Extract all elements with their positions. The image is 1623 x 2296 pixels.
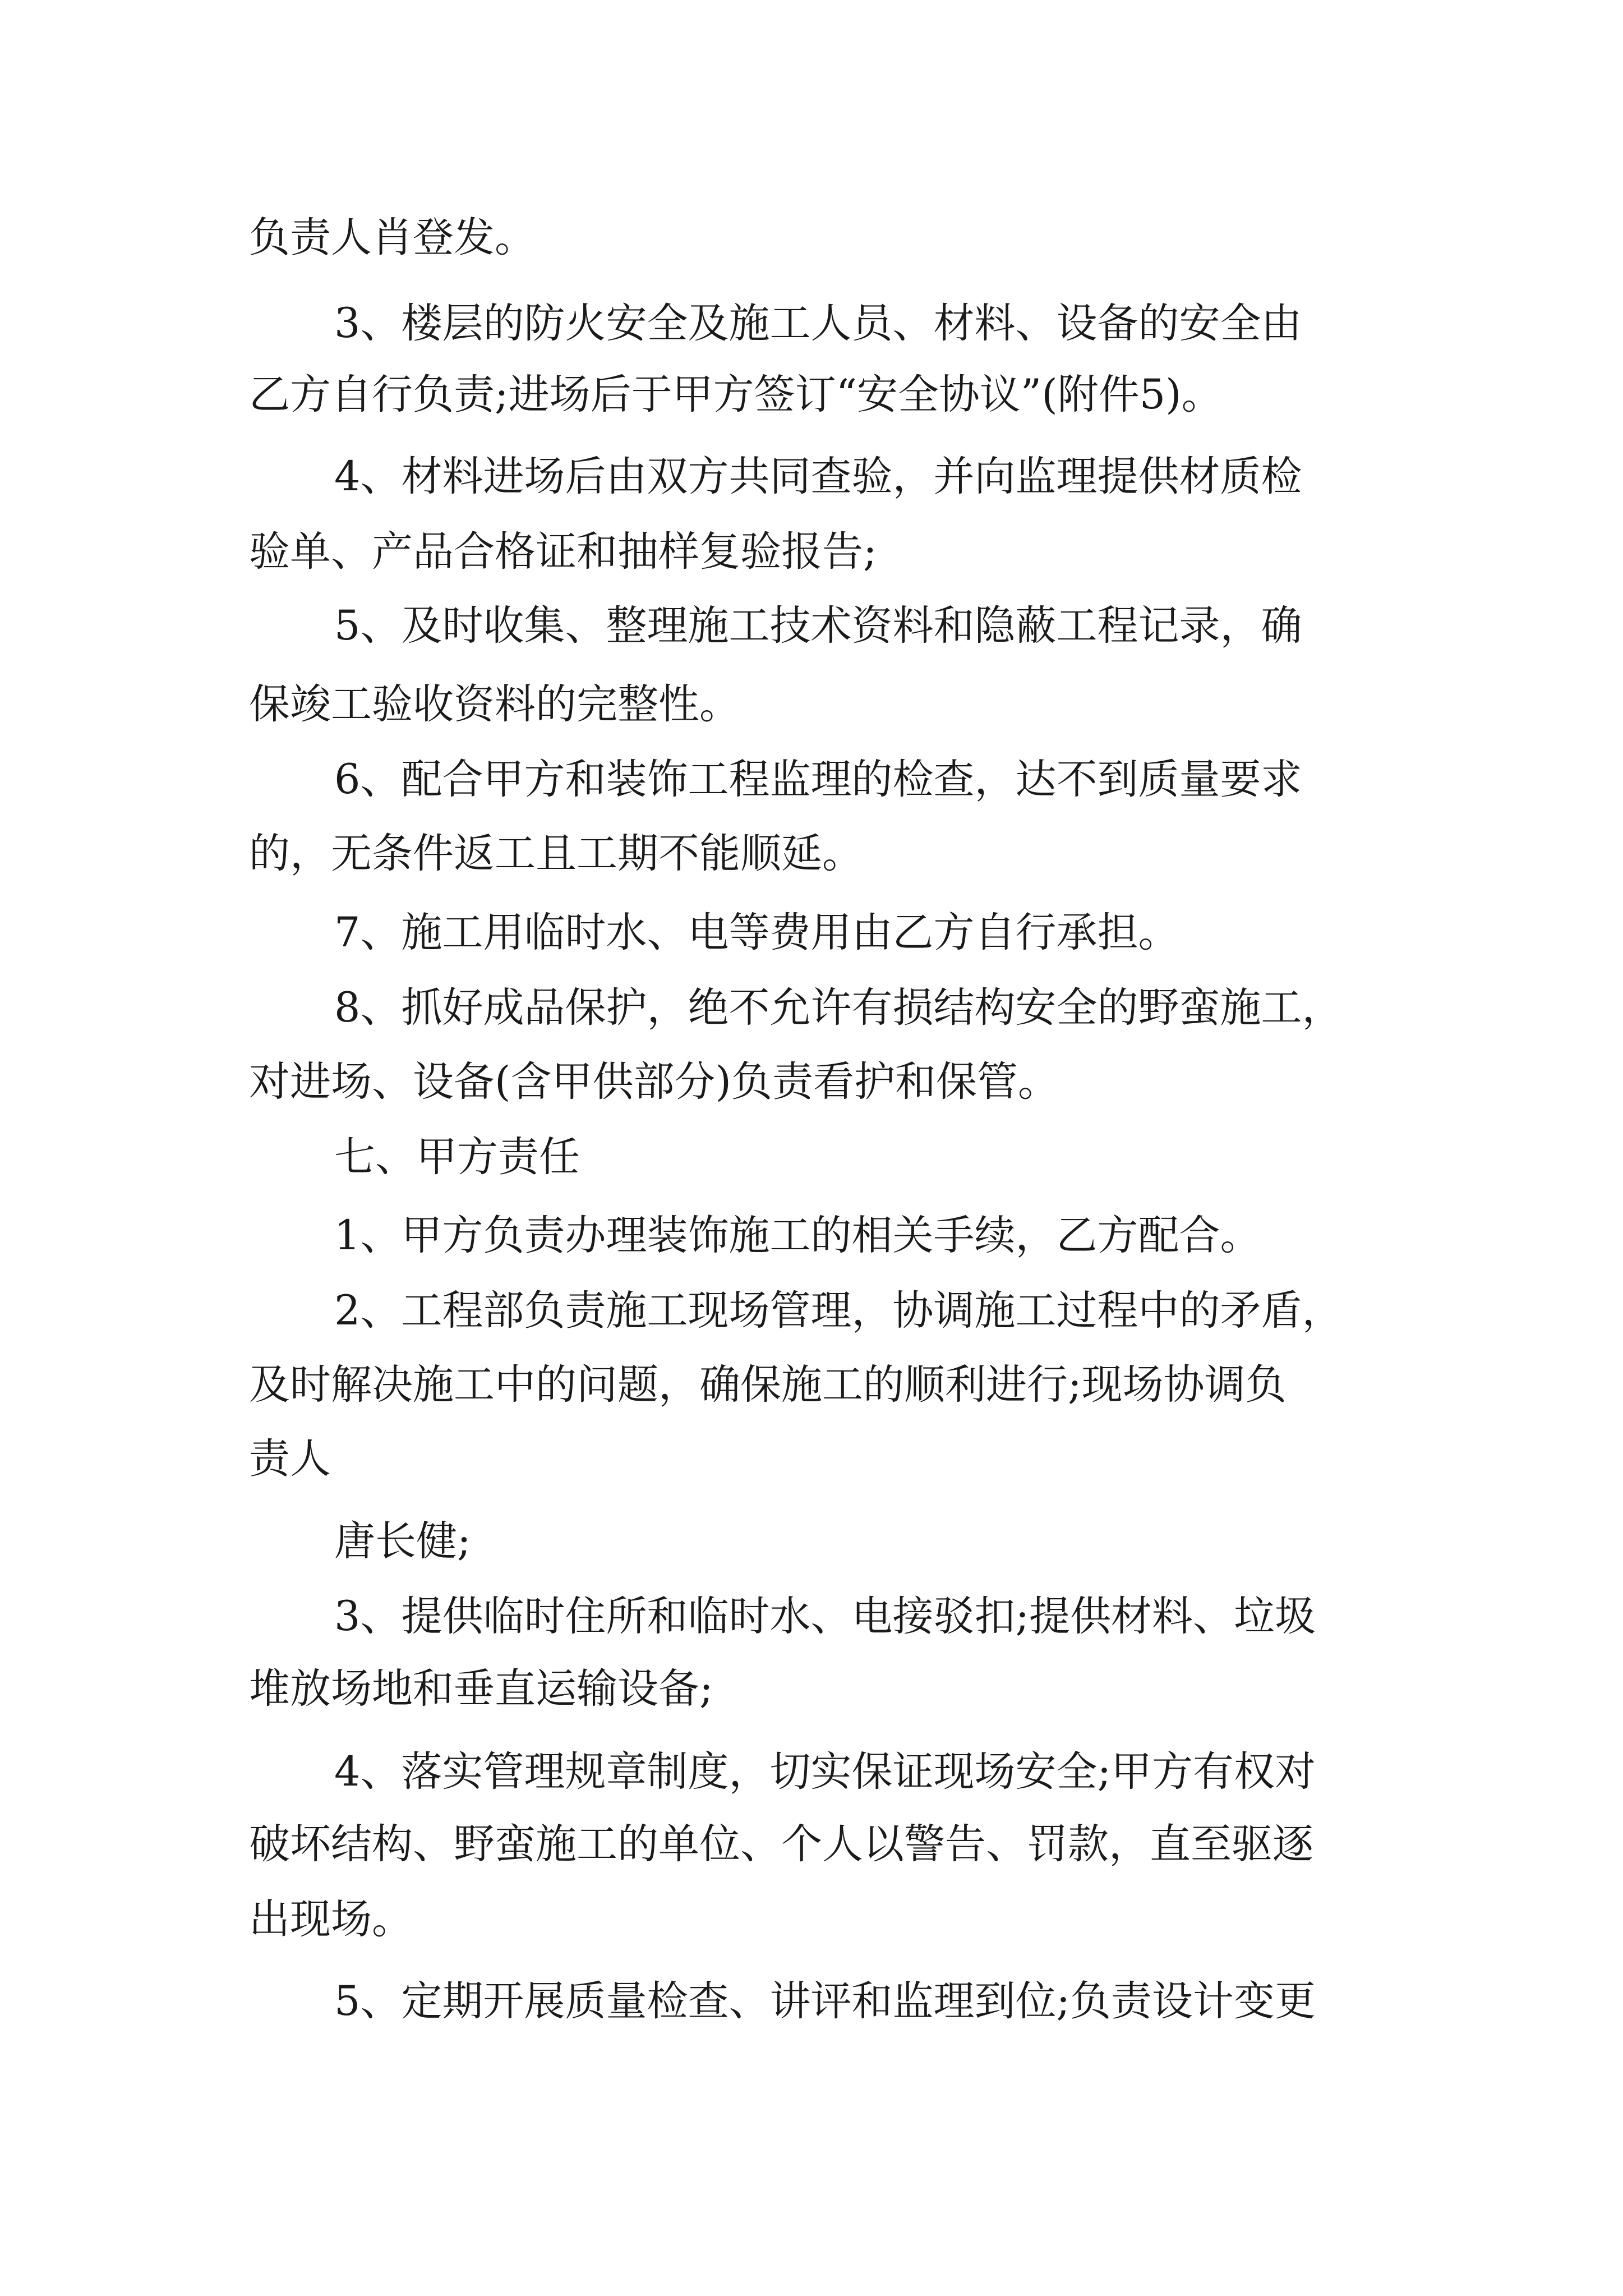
text-line: 唐长健;	[334, 1517, 471, 1565]
text-line: 保竣工验收资料的完整性。	[249, 680, 740, 728]
text-line: 1、甲方负责办理装饰施工的相关手续，乙方配合。	[334, 1212, 1261, 1259]
text-line: 乙方自行负责;进场后于甲方签订“安全协议”(附件5)。	[249, 371, 1223, 418]
section-heading: 七、甲方责任	[334, 1133, 580, 1181]
text-line: 的，无条件返工且工期不能顺延。	[249, 830, 863, 877]
text-line: 3、提供临时住所和临时水、电接驳扣;提供材料、垃圾	[334, 1593, 1316, 1640]
text-line: 验单、产品合格证和抽样复验报告;	[249, 528, 877, 576]
text-line: 4、材料进场后由双方共同查验，并向监理提供材质检	[334, 453, 1302, 500]
text-line: 对进场、设备(含甲供部分)负责看护和保管。	[249, 1058, 1059, 1106]
text-line: 及时解决施工中的问题，确保施工的顺利进行;现场协调负	[249, 1361, 1287, 1409]
text-line: 7、施工用临时水、电等费用由乙方自行承担。	[334, 909, 1179, 956]
text-line: 8、抓好成品保护，绝不允许有损结构安全的野蛮施工，	[334, 984, 1343, 1032]
text-line: 破坏结构、野蛮施工的单位、个人以警告、罚款，直至驱逐	[249, 1820, 1313, 1868]
text-line: 5、及时收集、整理施工技术资料和隐蔽工程记录，确	[334, 602, 1302, 650]
text-line: 2、工程部负责施工现场管理，协调施工过程中的矛盾，	[334, 1287, 1343, 1335]
text-line: 4、落实管理规章制度，切实保证现场安全;甲方有权对	[334, 1748, 1316, 1796]
text-line: 5、定期开展质量检查、讲评和监理到位;负责设计变更	[334, 1977, 1316, 2025]
text-line: 出现场。	[249, 1895, 413, 1943]
text-line: 堆放场地和垂直运输设备;	[249, 1665, 713, 1713]
text-line: 负责人肖登发。	[249, 214, 536, 261]
text-line: 3、楼层的防火安全及施工人员、材料、设备的安全由	[334, 300, 1302, 347]
text-line: 6、配合甲方和装饰工程监理的检查，达不到质量要求	[334, 756, 1302, 803]
text-line: 责人	[249, 1435, 331, 1483]
